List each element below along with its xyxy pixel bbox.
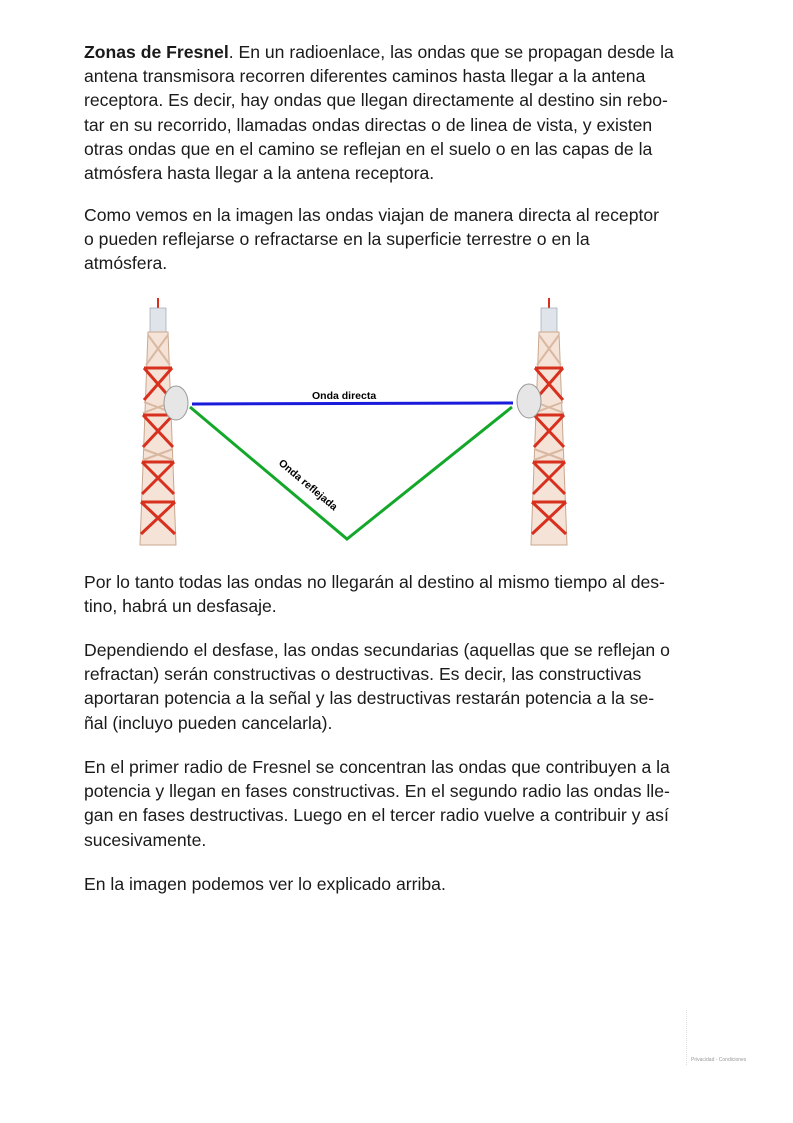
paragraph-conclusion	[84, 872, 446, 896]
text-line: En el primer radio de Fresnel se concentran las ondas que contribuyen a la	[84, 757, 670, 777]
reflected-wave-label: Onda reflejada	[276, 457, 340, 514]
text-line: o pueden reflejarse o refractarse en la superficie terrestre o en la	[84, 229, 590, 250]
text-line	[84, 40, 674, 64]
text-line: tino, habrá un desfasaje.	[84, 596, 277, 617]
text-line: gan en fases destructivas. Luego en el tercer radio vuelve a contribuir y así	[84, 805, 669, 826]
left-tower-icon	[140, 298, 176, 545]
paragraph-image-intro	[84, 203, 659, 276]
text-line: sucesivamente.	[84, 829, 207, 850]
right-dish-icon	[517, 384, 541, 418]
text-line: ñal (incluyo pueden cancelarla).	[84, 712, 333, 733]
text-line: Como vemos en la imagen las ondas viajan de manera directa al receptor	[84, 205, 660, 225]
text-line: Por lo tanto todas las ondas no llegarán al destino al mismo tiempo al des-	[84, 572, 665, 592]
radio-link-diagram	[130, 290, 580, 550]
text-line: potencia y llegan en fases constructivas. En el segundo radio las ondas lle-	[84, 781, 670, 802]
paragraph-desfase	[84, 638, 670, 735]
text-line: otras ondas que en el camino se reflejan en el suelo o en las capas de la	[84, 138, 653, 159]
direct-wave-line	[192, 403, 513, 404]
text-line: receptora. Es decir, hay ondas que llegan directamente al destino sin rebo-	[84, 90, 668, 111]
text-line: antena transmisora recorren diferentes caminos hasta llegar a la antena	[84, 66, 646, 87]
paragraph-radios	[84, 755, 670, 852]
paragraph-desfasaje	[84, 570, 665, 618]
text-line: aportaran potencia a la señal y las destructivas restarán potencia a la se-	[84, 688, 655, 709]
left-dish-icon	[164, 386, 188, 420]
text-line: En la imagen podemos ver lo explicado arriba.	[84, 874, 446, 894]
right-tower-icon	[531, 298, 567, 545]
text-line: tar en su recorrido, llamadas ondas directas o de linea de vista, y existen	[84, 114, 653, 135]
footer-privacy-terms-link[interactable]: Privacidad - Condiciones	[691, 1057, 747, 1063]
text-line: atmósfera.	[84, 253, 168, 274]
footer-divider	[686, 1010, 687, 1065]
text-line: atmósfera hasta llegar a la antena receptora.	[84, 163, 435, 184]
direct-wave-label: Onda directa	[312, 390, 377, 402]
paragraph-intro	[84, 40, 674, 185]
heading-zonas-fresnel: Zonas de Fresnel	[84, 42, 229, 62]
text-line: Dependiendo el desfase, las ondas secundarias (aquellas que se reflejan o	[84, 640, 670, 660]
text-line: refractan) serán constructivas o destructivas. Es decir, las constructivas	[84, 664, 642, 685]
reflected-wave-line	[190, 407, 512, 539]
text-span: . En un radioenlace, las ondas que se propagan desde la	[228, 42, 674, 62]
